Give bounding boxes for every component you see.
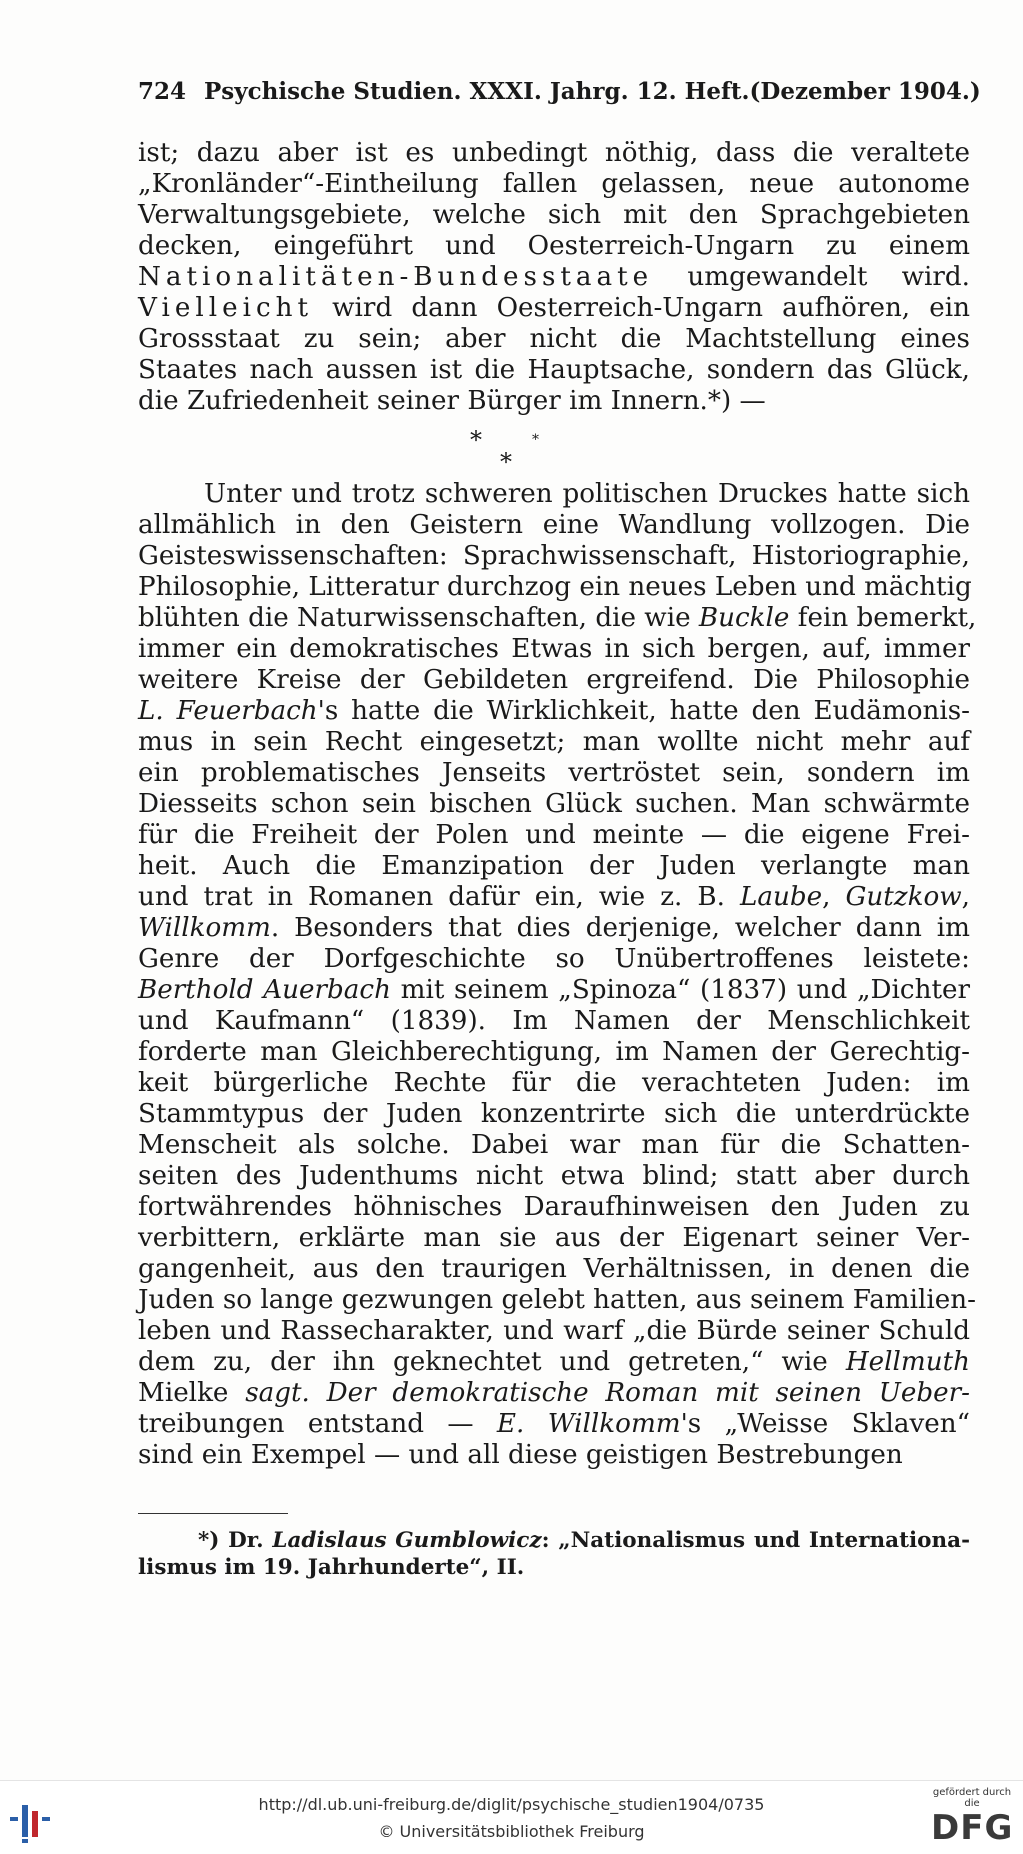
text-segment: Menscheit als solche. Dabei war man für die Schatten- [138, 1130, 970, 1160]
text-segment: und trat in Romanen dafür ein, wie z. B. [138, 882, 740, 912]
text-line [138, 789, 970, 820]
text-line [138, 355, 970, 386]
text-line [138, 1223, 970, 1254]
footnote-rule [138, 1513, 288, 1514]
text-segment: ist; dazu aber ist es unbedingt nöthig, dass die veraltete [138, 138, 970, 168]
text-segment: Nationalitäten-Bundesstaate [138, 262, 654, 292]
text-line [138, 1006, 970, 1037]
text-segment: und Kaufmann“ (1839). Im Namen der Menschlichkeit [138, 1006, 970, 1036]
text-line [138, 1347, 970, 1378]
text-line [138, 262, 970, 293]
italic-name: Laube [739, 882, 823, 912]
body-text [138, 138, 977, 1471]
issue-date: (Dezember 1904.) [749, 78, 981, 105]
text-segment: treibungen entstand — [138, 1409, 497, 1439]
text-segment: sind ein Exempel — und all diese geistigen Bestrebungen [138, 1440, 903, 1470]
text-segment: Geisteswissenschaften: Sprachwissenschaft, Historiographie, [138, 541, 970, 571]
text-segment: 's „Weisse Sklaven“ [680, 1409, 970, 1439]
text-line [138, 1554, 970, 1581]
text-line [138, 665, 970, 696]
text-segment: Philosophie, Litteratur durchzog ein neues Leben und mächtig [138, 572, 972, 602]
text-line [138, 541, 970, 572]
text-line [138, 727, 970, 758]
viewer-footer [0, 1780, 1023, 1854]
text-segment: dem zu, der ihn geknechtet und getreten,“ wie [138, 1347, 846, 1377]
text-segment: leben und Rassecharakter, und warf „die Bürde seiner Schuld [138, 1316, 970, 1346]
text-line [138, 231, 970, 262]
text-segment: „Kronländer“-Eintheilung fallen gelassen, neue autonome [138, 169, 970, 199]
text-segment: verbittern, erklärte man sie aus der Eigenart seiner Ver- [138, 1223, 970, 1253]
italic-name: L. Feuerbach [138, 696, 318, 726]
text-line [138, 479, 970, 510]
text-segment: Verwaltungsgebiete, welche sich mit den Sprachgebieten [138, 200, 970, 230]
text-segment: Diesseits schon sein bischen Glück suchen. Man schwärmte [138, 789, 970, 819]
text-segment: Vielleicht [138, 293, 314, 323]
text-segment: Grossstaat zu sein; aber nicht die Machtstellung eines [138, 324, 970, 354]
text-line [138, 572, 970, 603]
paragraph-1 [138, 138, 970, 417]
dfg-tagline: gefördert durch die [932, 1787, 1012, 1809]
running-header [138, 78, 980, 105]
text-line [138, 138, 970, 169]
text-segment: weitere Kreise der Gebildeten ergreifend. Die Philosophie [138, 665, 970, 695]
text-segment: fein bemerkt, [789, 603, 977, 633]
text-segment: blühten die Naturwissenschaften, die wie [138, 603, 699, 633]
text-line [138, 975, 970, 1006]
text-line [138, 1285, 976, 1316]
text-line [138, 510, 970, 541]
text-segment: Mielke [138, 1378, 229, 1408]
text-line [138, 1409, 970, 1440]
text-line [138, 200, 970, 231]
text-segment: gangenheit, aus den traurigen Verhältnissen, in denen die [138, 1254, 970, 1284]
running-title: Psychische Studien. XXXI. Jahrg. 12. Heft. [204, 78, 750, 105]
text-line [138, 758, 970, 789]
text-segment: wird dann Oesterreich-Ungarn aufhören, ein [313, 293, 970, 323]
text-segment: immer ein demokratisches Etwas in sich bergen, auf, immer [138, 634, 970, 664]
italic-name: Hellmuth [845, 1347, 970, 1377]
text-line [138, 169, 970, 200]
text-line [138, 634, 970, 665]
text-segment: Stammtypus der Juden konzentrirte sich die unterdrückte [138, 1099, 970, 1129]
text-line [138, 603, 977, 634]
text-line [138, 1254, 970, 1285]
italic-name: Gutzkow [845, 882, 962, 912]
section-separator [138, 417, 970, 479]
italic-name: Berthold Auerbach [138, 975, 391, 1005]
copyright-text: © Universitätsbibliothek Freiburg [378, 1822, 645, 1841]
text-segment: Genre der Dorfgeschichte so Unübertroffenes leistete: [138, 944, 970, 974]
dfg-logo [931, 1787, 1013, 1849]
italic-name: Buckle [698, 603, 790, 633]
text-segment: allmählich in den Geistern eine Wandlung vollzogen. Die [138, 510, 970, 540]
text-line [138, 1068, 970, 1099]
text-line [138, 1130, 970, 1161]
dfg-wordmark: DFG [931, 1808, 1014, 1848]
text-line [138, 882, 970, 913]
text-line [138, 1316, 970, 1347]
text-segment: mit seinem „Spinoza“ (1837) und „Dichter [390, 975, 970, 1005]
text-segment: : „Nationalismus und Internationa- [541, 1528, 970, 1553]
text-line [138, 851, 970, 882]
text-segment: lismus im 19. Jahrhunderte“, II. [138, 1555, 525, 1580]
text-segment: fortwährendes höhnisches Daraufhinweisen den Juden zu [138, 1192, 970, 1222]
text-line [138, 1037, 970, 1068]
text-line [138, 944, 970, 975]
text-line [138, 820, 970, 851]
text-segment: 's hatte die Wirklichkeit, hatte den Eudämonis- [317, 696, 970, 726]
text-line [138, 293, 970, 324]
text-segment: für die Freiheit der Polen und meinte — die eigene Frei- [138, 820, 970, 850]
text-segment: keit bürgerliche Rechte für die verachteten Juden: im [138, 1068, 970, 1098]
text-segment: Juden so lange gezwungen gelebt hatten, aus seinem Familien- [138, 1285, 976, 1315]
page-url-link[interactable]: http://dl.ub.uni-freiburg.de/diglit/psychische_studien1904/0735 [258, 1795, 765, 1814]
separator-star: * [532, 432, 539, 448]
text-line [138, 386, 970, 417]
text-segment: forderte man Gleichberechtigung, im Namen der Gerechtig- [138, 1037, 970, 1067]
italic-name: E. Willkomm [496, 1409, 681, 1439]
text-segment: , [961, 882, 970, 912]
text-segment: , [822, 882, 846, 912]
text-segment: umgewandelt wird. [653, 262, 970, 292]
text-line [138, 1099, 970, 1130]
text-line [138, 324, 970, 355]
text-line [138, 1527, 970, 1554]
italic-name: Ladislaus Gumblowicz [272, 1528, 542, 1553]
text-segment: heit. Auch die Emanzipation der Juden verlangte man [138, 851, 970, 881]
italic-name: sagt. Der demokratische Roman mit seinen Ueber- [228, 1378, 970, 1408]
text-segment: ein problematisches Jenseits vertröstet sein, sondern im [138, 758, 970, 788]
italic-name: Willkomm [138, 913, 271, 943]
text-line [138, 1192, 970, 1223]
text-segment: decken, eingeführt und Oesterreich-Ungarn zu einem [138, 231, 970, 261]
text-segment: Unter und trotz schweren politischen Druckes hatte sich [204, 479, 970, 509]
text-segment: seiten des Judenthums nicht etwa blind; statt aber durch [138, 1161, 970, 1191]
separator-star: * [470, 426, 482, 454]
text-segment: *) Dr. [198, 1528, 273, 1553]
text-segment: mus in sein Recht eingesetzt; man wollte nicht mehr auf [138, 727, 970, 757]
text-line [138, 1378, 970, 1409]
text-segment: Staates nach aussen ist die Hauptsache, sondern das Glück, [138, 355, 970, 385]
text-segment: die Zufriedenheit seiner Bürger im Innern.*) — [138, 386, 766, 416]
page-number: 724 [138, 78, 187, 105]
text-line [138, 913, 970, 944]
text-line [138, 1440, 970, 1471]
paragraph-2 [138, 479, 977, 1471]
text-segment: . Besonders that dies derjenige, welcher dann im [270, 913, 970, 943]
separator-star: * [500, 448, 512, 476]
text-line [138, 696, 970, 727]
text-line [138, 1161, 970, 1192]
footnote [138, 1527, 970, 1581]
